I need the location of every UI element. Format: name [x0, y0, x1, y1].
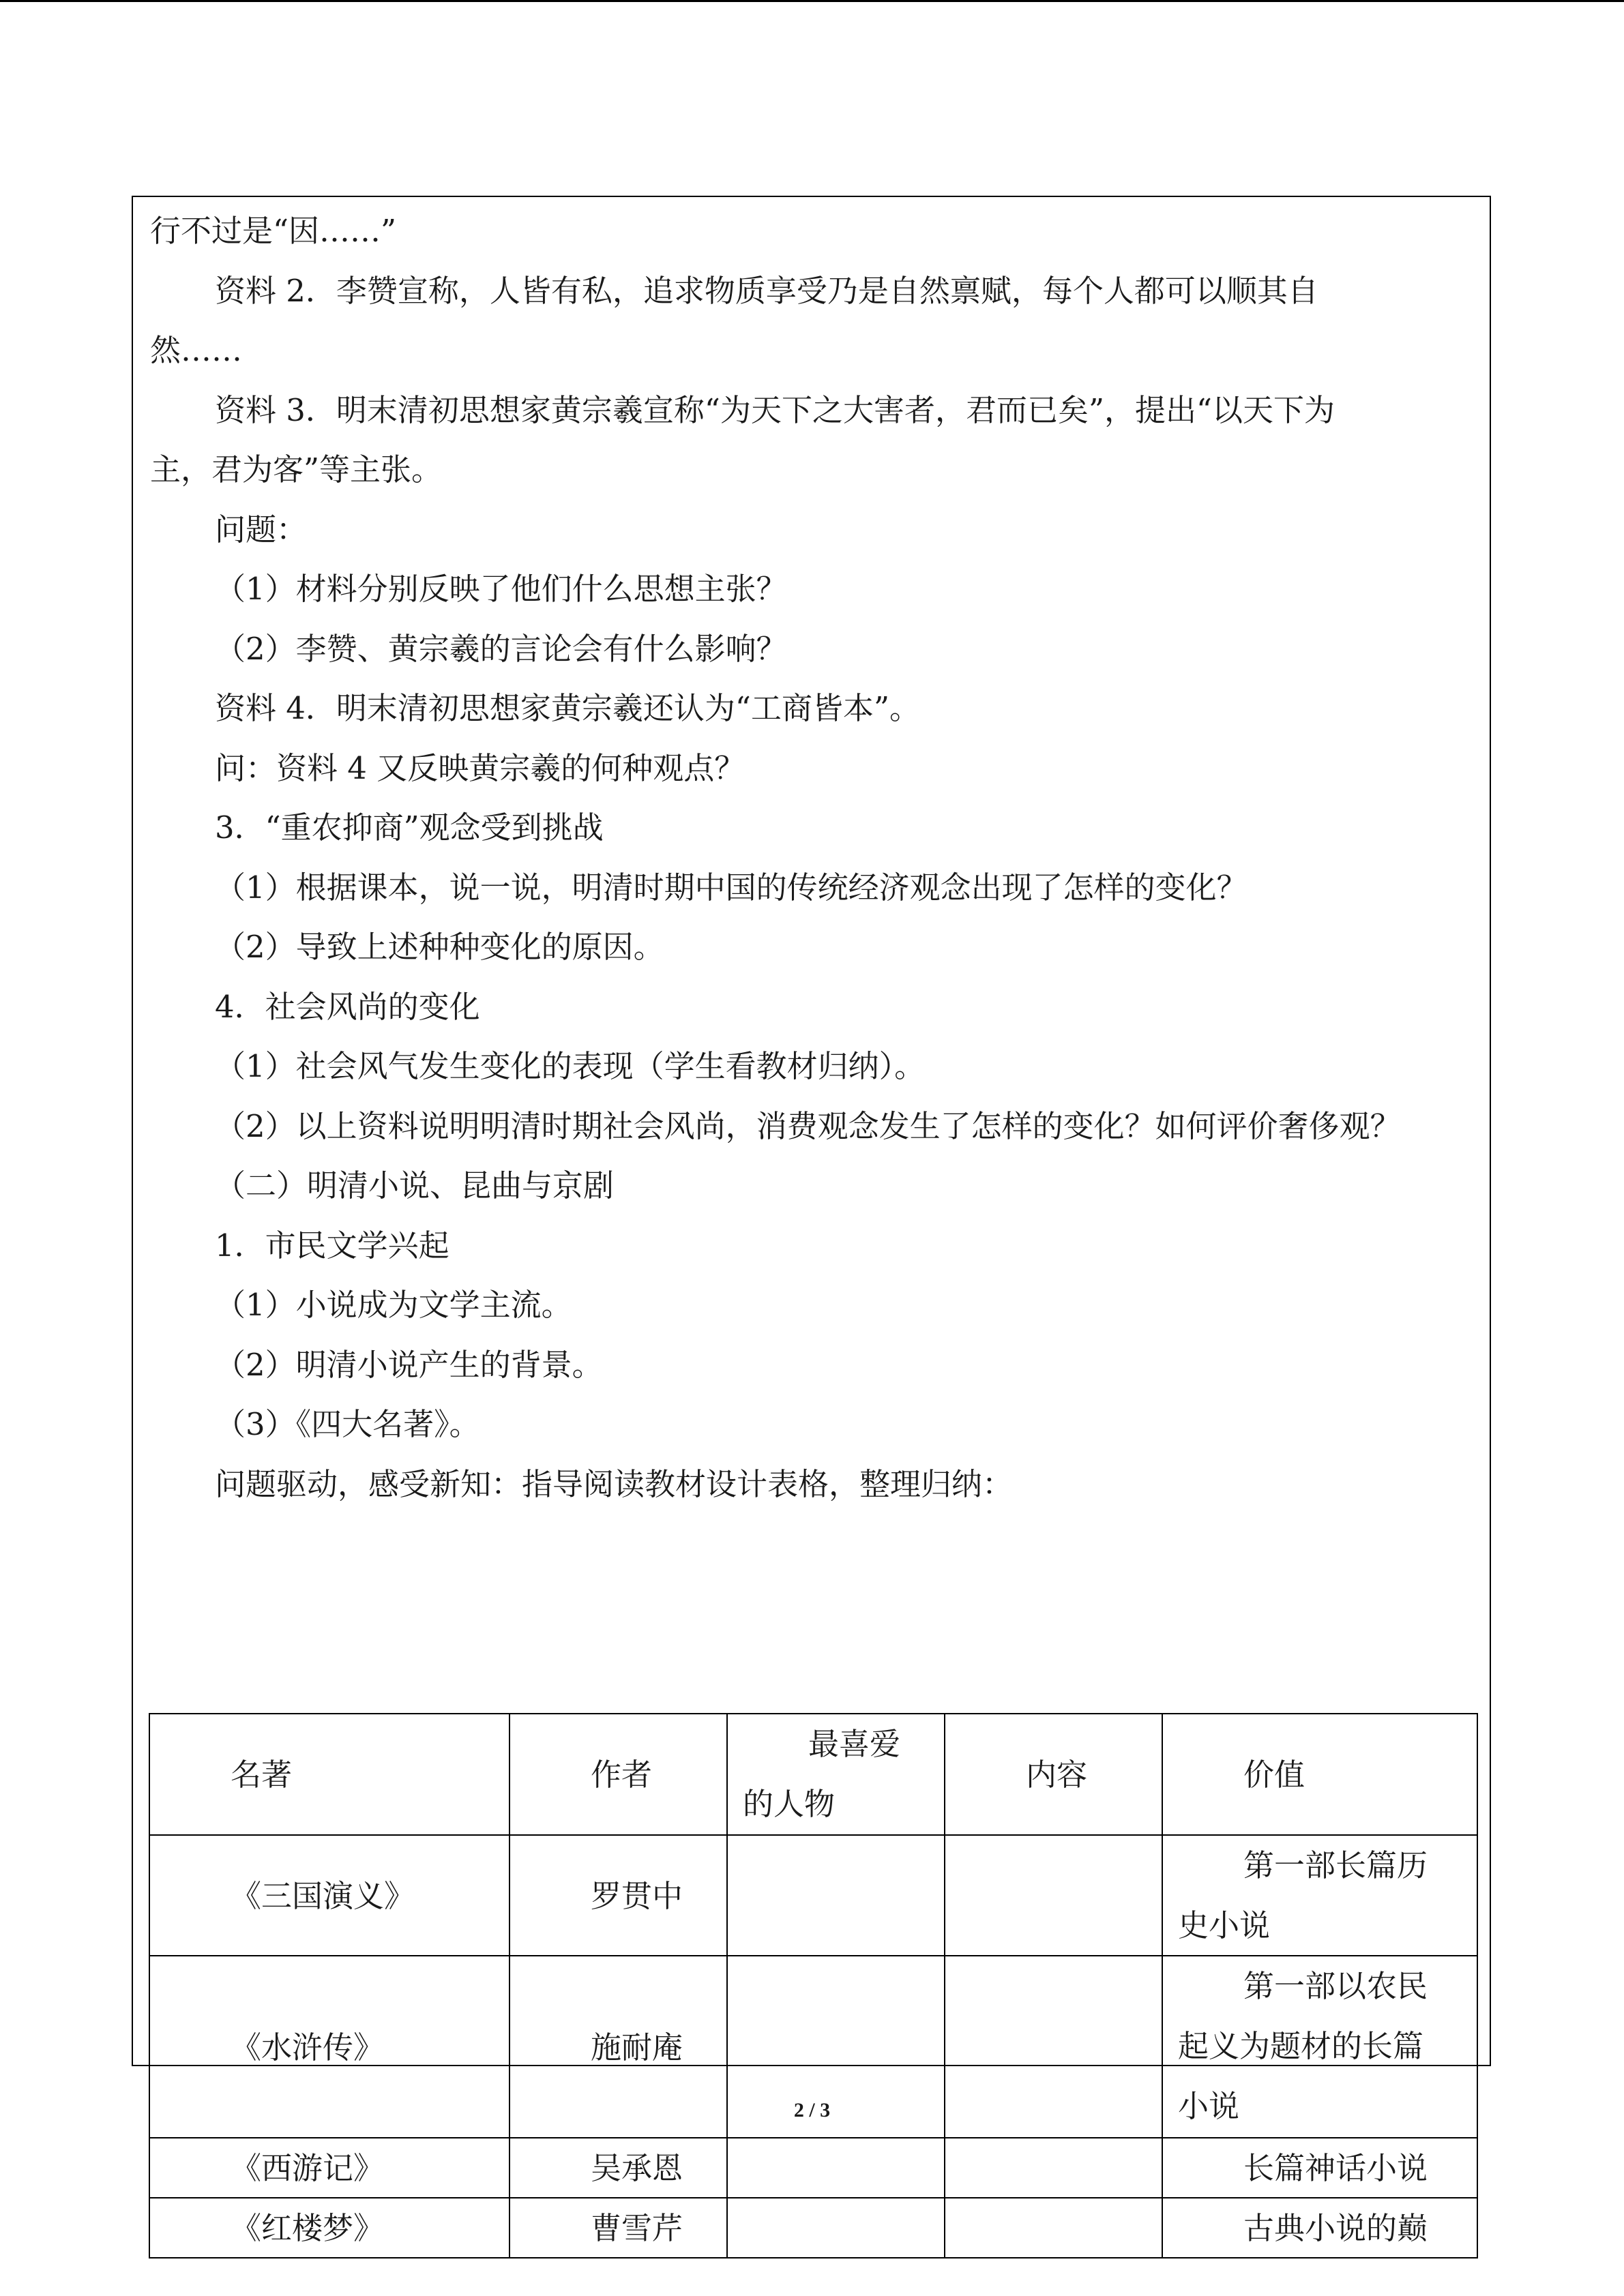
paragraph-question-label: 问题：	[215, 511, 308, 548]
paragraph-material-2-cont: 然……	[150, 332, 243, 368]
cell-value: 长篇神话小说	[1162, 2138, 1477, 2198]
table-row	[149, 1835, 1477, 1956]
section-heading-part-2: （二）明清小说、昆曲与京剧	[215, 1167, 615, 1204]
paragraph-item-4-2: （2）以上资料说明明清时期社会风尚，消费观念发生了怎样的变化？如何评价奢侈观？	[215, 1108, 1401, 1144]
header-author: 作者	[510, 1714, 727, 1835]
table-row	[149, 2138, 1477, 2198]
paragraph-item-1-3: （3）《四大名著》。	[215, 1406, 480, 1442]
table-row	[149, 2198, 1477, 2258]
paragraph-continuation: 行不过是“因……”	[150, 213, 397, 249]
cell-name: 《三国演义》	[149, 1835, 510, 1956]
page-number: 2 / 3	[793, 2099, 831, 2121]
cell-name: 《红楼梦》	[149, 2198, 510, 2258]
header-content: 内容	[945, 1714, 1162, 1835]
paragraph-item-4-1: （1）社会风气发生变化的表现（学生看教材归纳）。	[215, 1048, 926, 1084]
paragraph-question-2: （2）李赞、黄宗羲的言论会有什么影响？	[215, 631, 787, 667]
top-border-line	[0, 0, 1624, 2]
paragraph-material-2: 资料 2．李赞宣称，人皆有私，追求物质享受乃是自然禀赋，每个人都可以顺其自	[215, 273, 1318, 309]
cell-favorite	[727, 2198, 945, 2258]
cell-author: 曹雪芹	[510, 2198, 727, 2258]
paragraph-item-1-2: （2）明清小说产生的背景。	[215, 1347, 603, 1383]
cell-content	[945, 2138, 1162, 2198]
cell-value: 第一部以农民 起义为题材的长篇 小说	[1162, 1956, 1477, 2138]
cell-content	[945, 1835, 1162, 1956]
table-header-row	[149, 1714, 1477, 1835]
cell-name: 《西游记》	[149, 2138, 510, 2198]
section-heading-4: 4．社会风尚的变化	[215, 989, 480, 1025]
cell-author: 吴承恩	[510, 2138, 727, 2198]
paragraph-material-4: 资料 4．明末清初思想家黄宗羲还认为“工商皆本”。	[215, 690, 920, 726]
cell-name: 《水浒传》	[149, 1956, 510, 2138]
cell-author: 罗贯中	[510, 1835, 727, 1956]
header-favorite: 最喜爱 的人物	[727, 1714, 945, 1835]
section-heading-3: 3．“重农抑商”观念受到挑战	[215, 809, 604, 846]
paragraph-material-3: 资料 3．明末清初思想家黄宗羲宣称“为天下之大害者，君而已矣”，提出“以天下为	[215, 392, 1335, 428]
paragraph-material-3-cont: 主，君为客”等主张。	[150, 451, 443, 488]
paragraph-question-1: （1）材料分别反映了他们什么思想主张？	[215, 571, 787, 607]
paragraph-instruction: 问题驱动，感受新知：指导阅读教材设计表格，整理归纳：	[215, 1466, 1014, 1502]
cell-favorite	[727, 2138, 945, 2198]
paragraph-item-3-2: （2）导致上述种种变化的原因。	[215, 929, 664, 965]
section-heading-1: 1．市民文学兴起	[215, 1227, 449, 1264]
cell-content	[945, 2198, 1162, 2258]
paragraph-item-3-1: （1）根据课本，说一说，明清时期中国的传统经济观念出现了怎样的变化？	[215, 869, 1247, 906]
four-classics-table	[149, 1713, 1478, 2258]
cell-value: 古典小说的巅	[1162, 2198, 1477, 2258]
paragraph-material-4-question: 问：资料 4 又反映黄宗羲的何种观点？	[215, 750, 745, 786]
cell-author: 施耐庵	[510, 1956, 727, 2138]
paragraph-item-1-1: （1）小说成为文学主流。	[215, 1287, 572, 1323]
cell-value: 第一部长篇历 史小说	[1162, 1835, 1477, 1956]
cell-favorite	[727, 1835, 945, 1956]
header-name: 名著	[149, 1714, 510, 1835]
header-value: 价值	[1162, 1714, 1477, 1835]
